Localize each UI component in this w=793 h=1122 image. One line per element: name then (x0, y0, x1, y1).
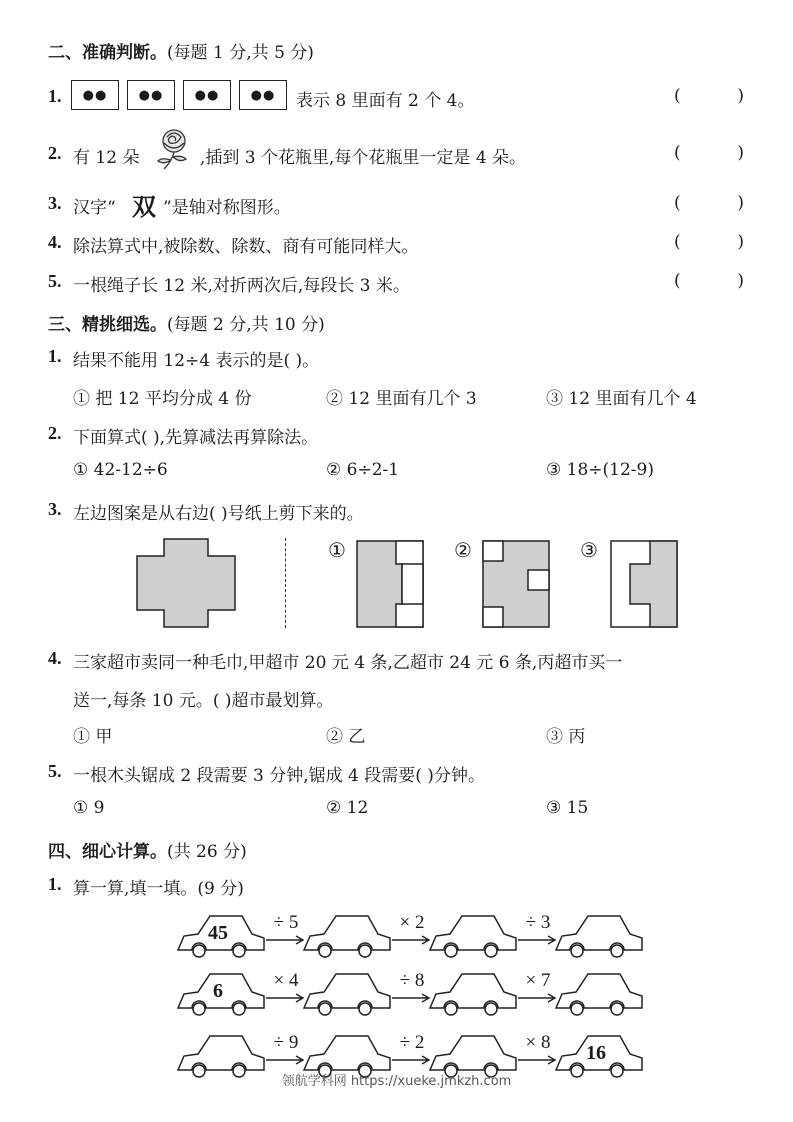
arrow-icon (518, 935, 558, 945)
arrow-icon (266, 993, 306, 1003)
s2-q5-number: 5. (48, 271, 62, 291)
answer-blank-s2-q1[interactable]: ( ) (674, 86, 744, 106)
section2-title: 二、准确判断。 (48, 43, 167, 63)
section4-title: 四、细心计算。 (48, 842, 167, 862)
s3-q4-line2: 送一,每条 10 元。( )超市最划算。 (73, 691, 334, 711)
s2-q2-text-a: 有 12 朵 (73, 148, 140, 168)
s2-q2-number: 2. (48, 143, 62, 163)
section3-heading (48, 310, 325, 335)
car-icon[interactable] (428, 968, 518, 1018)
s3-q5-option-3[interactable]: ③ 15 (546, 798, 589, 818)
car-icon[interactable] (554, 910, 644, 960)
dot-card-2: ●● (127, 80, 175, 110)
paper-1-label: ① (328, 538, 346, 562)
paper-option-2[interactable] (482, 540, 550, 628)
operation-label: × 8 (525, 1032, 551, 1053)
s3-q2-number: 2. (48, 423, 62, 443)
answer-blank-s2-q5[interactable]: ( ) (674, 271, 744, 291)
s2-q2-text-b: ,插到 3 个花瓶里,每个花瓶里一定是 4 朵。 (200, 148, 527, 168)
s4-q1-text: 算一算,填一填。(9 分) (73, 879, 244, 899)
dot-card-4: ●● (239, 80, 287, 110)
s3-q5-number: 5. (48, 761, 62, 781)
s2-q3-character: 双 (132, 193, 156, 221)
paper-3-label: ③ (580, 538, 598, 562)
rose-icon (150, 125, 196, 171)
s3-q3-text: 左边图案是从右边( )号纸上剪下来的。 (73, 504, 364, 524)
car-icon (176, 910, 266, 960)
paper-2-label: ② (454, 538, 472, 562)
car-start-value: 45 (208, 922, 228, 944)
s3-q2-option-2[interactable]: ② 6÷2-1 (326, 460, 400, 480)
car-start-value: 6 (213, 980, 223, 1002)
operation-label: × 4 (273, 970, 299, 991)
s4-q1-number: 1. (48, 874, 62, 894)
arrow-icon (518, 993, 558, 1003)
s2-q3-text-a: 汉字“ (73, 198, 116, 218)
divider-line (285, 538, 286, 628)
paper-option-1[interactable] (356, 540, 424, 628)
s2-q3-text-b: ”是轴对称图形。 (163, 198, 291, 218)
operation-label: ÷ 3 (525, 912, 551, 933)
section3-title: 三、精挑细选。 (48, 315, 167, 335)
car-icon (176, 968, 266, 1018)
operation-label: ÷ 5 (273, 912, 299, 933)
section4-heading (48, 837, 247, 862)
car-icon[interactable] (302, 910, 392, 960)
answer-blank-s2-q4[interactable]: ( ) (674, 232, 744, 252)
s3-q2-option-3[interactable]: ③ 18÷(12-9) (546, 460, 654, 480)
s2-q1-text: 表示 8 里面有 2 个 4。 (296, 91, 475, 111)
s3-q4-option-3[interactable]: ③ 丙 (546, 727, 586, 747)
operation-label: ÷ 9 (273, 1032, 299, 1053)
cross-pattern-figure (136, 538, 236, 628)
s3-q2-text: 下面算式( ),先算减法再算除法。 (73, 428, 319, 448)
s3-q4-option-1[interactable]: ① 甲 (73, 727, 113, 747)
s3-q1-option-1[interactable]: ① 把 12 平均分成 4 份 (73, 389, 252, 409)
s3-q5-text: 一根木头锯成 2 段需要 3 分钟,锯成 4 段需要( )分钟。 (73, 766, 485, 786)
section2-heading (48, 38, 314, 63)
operation-label: ÷ 2 (399, 1032, 425, 1053)
s2-q3-number: 3. (48, 193, 62, 213)
arrow-icon (266, 1055, 306, 1065)
section4-note: (共 26 分) (167, 842, 247, 862)
s3-q4-line1: 三家超市卖同一种毛巾,甲超市 20 元 4 条,乙超市 24 元 6 条,丙超市买一 (73, 653, 623, 673)
car-icon[interactable] (554, 968, 644, 1018)
operation-label: × 7 (525, 970, 551, 991)
s3-q4-option-2[interactable]: ② 乙 (326, 727, 366, 747)
arrow-icon (392, 993, 432, 1003)
s3-q4-number: 4. (48, 648, 62, 668)
car-icon[interactable] (428, 910, 518, 960)
s2-q1-number: 1. (48, 86, 62, 106)
operation-label: ÷ 8 (399, 970, 425, 991)
dot-card-3: ●● (183, 80, 231, 110)
s3-q1-option-3[interactable]: ③ 12 里面有几个 4 (546, 389, 697, 409)
section3-note: (每题 2 分,共 10 分) (167, 315, 325, 335)
arrow-icon (518, 1055, 558, 1065)
s2-q4-text: 除法算式中,被除数、除数、商有可能同样大。 (73, 237, 419, 257)
s2-q5-text: 一根绳子长 12 米,对折两次后,每段长 3 米。 (73, 276, 410, 296)
car-end-value: 16 (586, 1042, 606, 1064)
s3-q1-number: 1. (48, 346, 62, 366)
s3-q5-option-2[interactable]: ② 12 (326, 798, 369, 818)
footer-watermark: 领航学科网 https://xueke.jmkzh.com (281, 1074, 512, 1089)
dot-card-1: ●● (71, 80, 119, 110)
s3-q1-option-2[interactable]: ② 12 里面有几个 3 (326, 389, 477, 409)
s3-q5-option-1[interactable]: ① 9 (73, 798, 105, 818)
arrow-icon (392, 1055, 432, 1065)
answer-blank-s2-q2[interactable]: ( ) (674, 143, 744, 163)
s3-q2-option-1[interactable]: ① 42-12÷6 (73, 460, 168, 480)
answer-blank-s2-q3[interactable]: ( ) (674, 193, 744, 213)
s2-q4-number: 4. (48, 232, 62, 252)
s3-q3-number: 3. (48, 499, 62, 519)
paper-option-3[interactable] (610, 540, 678, 628)
car-icon[interactable] (302, 968, 392, 1018)
arrow-icon (266, 935, 306, 945)
operation-label: × 2 (399, 912, 425, 933)
arrow-icon (392, 935, 432, 945)
s3-q1-text: 结果不能用 12÷4 表示的是( )。 (73, 351, 320, 371)
section2-note: (每题 1 分,共 5 分) (167, 43, 314, 63)
